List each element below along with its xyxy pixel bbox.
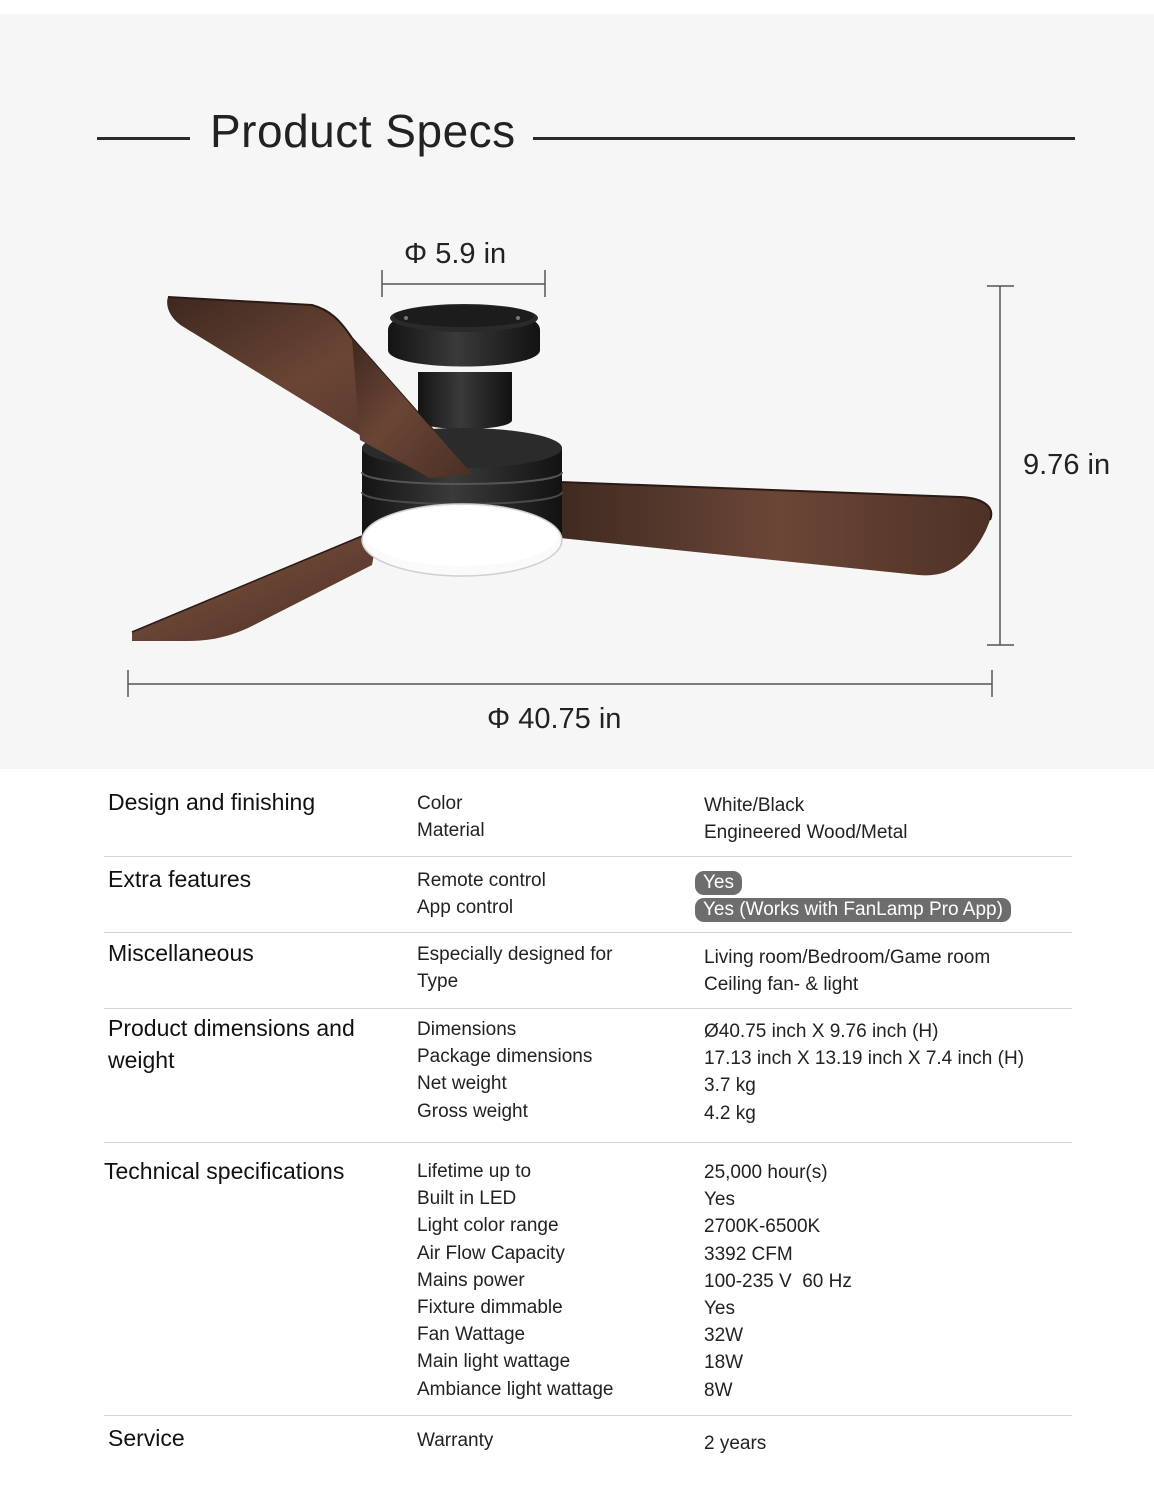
spec-value: 17.13 inch X 13.19 inch X 7.4 inch (H) — [704, 1048, 1025, 1070]
row-divider — [104, 1142, 1072, 1143]
section-title: Product dimensions and weight — [108, 1015, 355, 1073]
section-values — [704, 792, 908, 846]
spec-value: 8W — [704, 1379, 733, 1401]
section-title: Technical specifications — [104, 1158, 345, 1184]
section-title: Service — [108, 1425, 185, 1451]
section-title: Miscellaneous — [108, 940, 254, 966]
section-labels — [417, 790, 485, 844]
row-divider — [104, 856, 1072, 857]
spec-label: Ambiance light wattage — [417, 1378, 614, 1400]
spec-value: 3392 CFM — [704, 1243, 793, 1265]
spec-value: Ø40.75 inch X 9.76 inch (H) — [704, 1021, 939, 1042]
spec-label: Remote control — [417, 870, 546, 891]
spec-value: White/Black — [704, 795, 805, 816]
height-label: 9.76 in — [1023, 449, 1111, 481]
spec-value: 4.2 kg — [704, 1102, 756, 1124]
spec-label: Dimensions — [417, 1019, 517, 1040]
span-diameter-label: Φ 40.75 in — [487, 703, 622, 735]
spec-value: 18W — [704, 1352, 744, 1374]
section-labels — [417, 1016, 592, 1125]
spec-label: Color — [417, 793, 463, 814]
spec-label: Air Flow Capacity — [417, 1242, 565, 1264]
spec-label: Especially designed for — [417, 944, 613, 965]
spec-value: 3.7 kg — [704, 1075, 756, 1097]
row-divider — [104, 1415, 1072, 1416]
page-title: Product Specs — [210, 105, 516, 157]
spec-value: Ceiling fan- & light — [704, 974, 859, 996]
spec-value: 100-235 V 60 Hz — [704, 1270, 852, 1292]
spec-value: Yes — [704, 1297, 735, 1319]
spec-label: Gross weight — [417, 1100, 528, 1122]
section-values — [704, 944, 990, 998]
highlight-value: Yes — [695, 871, 742, 895]
spec-label: App control — [417, 897, 514, 919]
spec-label: Built in LED — [417, 1188, 517, 1210]
section-labels — [417, 867, 546, 921]
section-values — [704, 1430, 766, 1457]
row-divider — [104, 1008, 1072, 1009]
spec-value: Living room/Bedroom/Game room — [704, 947, 991, 968]
spec-label: Light color range — [417, 1215, 559, 1237]
section-title: Design and finishing — [108, 789, 316, 815]
section-labels — [417, 941, 612, 995]
spec-label: Material — [417, 820, 485, 842]
spec-value: 2 years — [704, 1433, 767, 1454]
spec-value: Yes — [704, 1189, 735, 1211]
spec-value: 25,000 hour(s) — [704, 1162, 828, 1183]
spec-label: Warranty — [417, 1430, 494, 1451]
section-labels — [417, 1158, 613, 1403]
spec-label: Package dimensions — [417, 1046, 593, 1068]
row-divider — [104, 932, 1072, 933]
spec-label: Lifetime up to — [417, 1161, 532, 1182]
highlight-value: Yes (Works with FanLamp Pro App) — [695, 898, 1011, 922]
section-values — [704, 869, 1011, 923]
spec-label: Fixture dimmable — [417, 1296, 563, 1318]
spec-label: Main light wattage — [417, 1351, 571, 1373]
spec-value: Engineered Wood/Metal — [704, 822, 908, 844]
canopy-diameter-label: Φ 5.9 in — [404, 238, 507, 270]
spec-value: 32W — [704, 1325, 744, 1347]
section-values — [704, 1018, 1024, 1127]
spec-label: Fan Wattage — [417, 1324, 526, 1346]
section-labels — [417, 1427, 493, 1454]
section-values — [704, 1159, 852, 1404]
spec-label: Net weight — [417, 1073, 507, 1095]
section-title: Extra features — [108, 866, 252, 892]
spec-label: Type — [417, 971, 459, 993]
spec-value: 2700K-6500K — [704, 1216, 821, 1238]
spec-label: Mains power — [417, 1269, 525, 1291]
